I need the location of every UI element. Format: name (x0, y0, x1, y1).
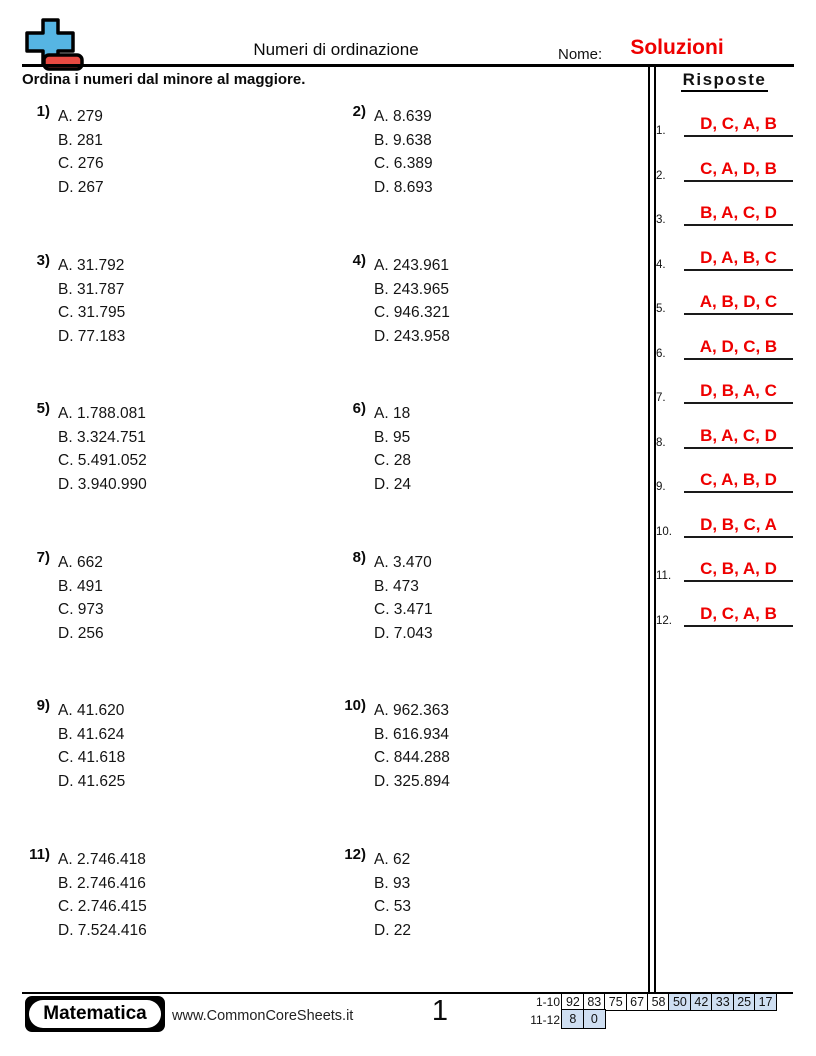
answer-number: 9. (656, 481, 666, 493)
option: B. 41.624 (58, 725, 125, 743)
problem-7 (20, 549, 104, 649)
option: C. 973 (58, 601, 104, 619)
answer-blank (684, 470, 793, 493)
problem-number: 5) (36, 400, 50, 417)
option: A. 31.792 (58, 257, 125, 274)
answer-number: 11. (656, 570, 672, 582)
option: C. 3.471 (374, 601, 433, 619)
problem-number: 10) (344, 697, 366, 714)
problem-number: 6) (352, 400, 366, 417)
option: D. 77.183 (58, 328, 126, 346)
answer-row-2 (650, 158, 796, 182)
option: B. 3.324.751 (58, 428, 146, 446)
option: A. 662 (58, 554, 103, 571)
score-row-1 (526, 993, 777, 1011)
option: B. 491 (58, 577, 103, 595)
answer-number: 3. (656, 214, 666, 226)
option: C. 5.491.052 (58, 452, 147, 470)
answer-row-11 (650, 558, 796, 582)
problem-number: 7) (36, 549, 50, 566)
option: B. 9.638 (374, 131, 432, 149)
problem-9 (20, 697, 125, 797)
option: A. 8.639 (374, 108, 432, 125)
answer-blank (684, 426, 793, 449)
answer-number: 5. (656, 303, 666, 315)
score-cell: 50 (668, 993, 691, 1011)
option: D. 22 (374, 922, 412, 940)
answer-number: 6. (656, 348, 666, 360)
answer-row-4 (650, 247, 796, 271)
problem-11 (20, 846, 147, 946)
score-row-label: 11-12 (530, 1013, 560, 1027)
option: B. 243.965 (374, 280, 449, 298)
score-cell: 58 (647, 993, 670, 1011)
answer-row-5 (650, 291, 796, 315)
problem-5 (20, 400, 147, 500)
option: B. 31.787 (58, 280, 125, 298)
score-cell: 42 (690, 993, 713, 1011)
answer-row-12 (650, 603, 796, 627)
option: D. 7.524.416 (58, 922, 147, 940)
answer-row-9 (650, 469, 796, 493)
option: A. 962.363 (374, 702, 449, 719)
option: D. 24 (374, 476, 412, 494)
name-label: Nome: (558, 46, 603, 63)
answer-value: D, C, A, B (700, 114, 777, 133)
option: C. 53 (374, 898, 412, 916)
website-url: www.CommonCoreSheets.it (172, 1008, 354, 1024)
page-title: Numeri di ordinazione (253, 40, 419, 59)
instruction-text: Ordina i numeri dal minore al maggiore. (22, 71, 306, 88)
answer-blank (684, 337, 793, 360)
option: C. 276 (58, 155, 104, 173)
problem-number: 8) (352, 549, 366, 566)
name-value-solutions: Soluzioni (630, 36, 724, 59)
problem-number: 3) (36, 252, 50, 269)
answer-value: A, B, D, C (699, 292, 778, 311)
answer-blank (684, 203, 793, 226)
problem-6 (336, 400, 411, 500)
problem-number: 9) (36, 697, 50, 714)
answer-number: 10. (656, 526, 672, 538)
answer-value: B, A, C, D (700, 203, 777, 222)
option: A. 62 (374, 851, 411, 868)
answer-row-1 (650, 113, 796, 137)
option: C. 31.795 (58, 304, 126, 322)
option: C. 2.746.415 (58, 898, 147, 916)
problem-number: 12) (344, 846, 366, 863)
score-cell: 67 (626, 993, 649, 1011)
option: A. 243.961 (374, 257, 449, 274)
option: D. 8.693 (374, 179, 433, 197)
problem-number: 4) (352, 252, 366, 269)
score-cell: 33 (711, 993, 734, 1011)
answer-number: 8. (656, 437, 666, 449)
answer-value: C, B, A, D (700, 559, 777, 578)
score-cell: 75 (604, 993, 627, 1011)
option: D. 7.043 (374, 625, 433, 643)
answer-row-6 (650, 336, 796, 360)
problem-number: 2) (352, 103, 366, 120)
brand-logo (25, 996, 165, 1032)
answer-row-8 (650, 425, 796, 449)
option: C. 946.321 (374, 304, 450, 322)
answer-blank (684, 515, 793, 538)
answer-value: D, C, A, B (700, 604, 777, 623)
option: A. 41.620 (58, 702, 125, 719)
answer-number: 2. (656, 170, 666, 182)
answer-number: 1. (656, 125, 666, 137)
score-row-label: 1-10 (535, 995, 560, 1009)
option: B. 93 (374, 874, 411, 892)
option: A. 3.470 (374, 554, 432, 571)
option: D. 256 (58, 625, 104, 643)
answer-blank (684, 559, 793, 582)
problem-8 (336, 549, 433, 649)
problem-10 (336, 697, 450, 797)
score-cell: 92 (561, 993, 584, 1011)
option: A. 18 (374, 405, 411, 422)
option: B. 2.746.416 (58, 874, 146, 892)
answer-blank (684, 114, 793, 137)
brand-name: Matematica (43, 1003, 147, 1024)
answer-value: D, B, C, A (700, 515, 777, 534)
option: D. 243.958 (374, 328, 450, 346)
answer-row-7 (650, 380, 796, 404)
option: C. 28 (374, 452, 412, 470)
option: D. 41.625 (58, 773, 126, 791)
option: B. 281 (58, 131, 103, 149)
answer-value: C, A, B, D (700, 470, 777, 489)
answer-number: 12. (656, 615, 672, 627)
problem-3 (20, 252, 125, 352)
answer-number: 4. (656, 259, 666, 271)
answer-blank (684, 159, 793, 182)
answer-blank (684, 292, 793, 315)
option: B. 616.934 (374, 725, 449, 743)
score-cell: 17 (754, 993, 777, 1011)
page-number: 1 (431, 995, 449, 1027)
problem-4 (336, 252, 450, 352)
answer-row-3 (650, 202, 796, 226)
answer-blank (684, 381, 793, 404)
answer-number: 7. (656, 392, 666, 404)
score-cell: 83 (583, 993, 606, 1011)
option: B. 95 (374, 428, 411, 446)
answer-value: B, A, C, D (700, 426, 777, 445)
problem-1 (20, 103, 104, 203)
answers-title: Risposte (655, 70, 794, 90)
option: C. 6.389 (374, 155, 433, 173)
answer-row-10 (650, 514, 796, 538)
score-cell: 0 (583, 1009, 606, 1029)
score-cell: 25 (733, 993, 756, 1011)
answer-value: D, B, A, C (700, 381, 777, 400)
answer-blank (684, 604, 793, 627)
option: C. 844.288 (374, 749, 450, 767)
option: B. 473 (374, 577, 419, 595)
problem-number: 11) (29, 846, 50, 863)
answer-value: C, A, D, B (700, 159, 777, 178)
score-row-2 (526, 1011, 777, 1029)
option: A. 2.746.418 (58, 851, 146, 868)
score-cell: 8 (561, 1009, 584, 1029)
problem-number: 1) (36, 103, 50, 120)
answer-blank (684, 248, 793, 271)
header-divider (22, 64, 794, 67)
option: A. 279 (58, 108, 103, 125)
answer-value: D, A, B, C (700, 248, 777, 267)
option: C. 41.618 (58, 749, 126, 767)
option: D. 325.894 (374, 773, 450, 791)
option: D. 267 (58, 179, 104, 197)
answer-value: A, D, C, B (699, 337, 778, 356)
problem-12 (336, 846, 411, 946)
problem-2 (336, 103, 433, 203)
option: D. 3.940.990 (58, 476, 147, 494)
score-table (526, 993, 777, 1029)
option: A. 1.788.081 (58, 405, 146, 422)
